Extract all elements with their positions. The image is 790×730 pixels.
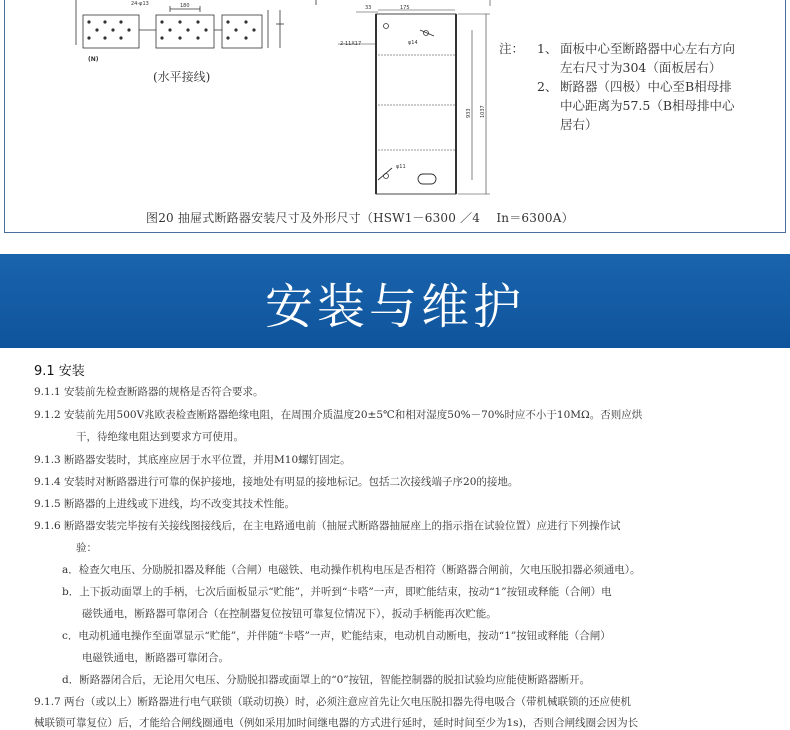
note-2-text-3: 居右） <box>560 117 598 132</box>
note-2-line-2 <box>499 96 789 115</box>
busbar-holes <box>87 20 255 39</box>
note-2-text-2: 中心距离为57.5（B相母排中心 <box>560 98 735 113</box>
para-9-1-5: 9.1.5 断路器的上进线或下进线，均不改变其技术性能。 <box>34 498 296 510</box>
outline-drawing <box>338 0 490 194</box>
dim-phi14: φ14 <box>408 40 418 46</box>
note-2-line-1 <box>499 77 789 96</box>
banner-title: 安装与维护 <box>264 279 525 335</box>
horizontal-wiring-label: (水平接线) <box>153 70 211 84</box>
note-1-line-2 <box>499 58 789 77</box>
para-9-1-7: 9.1.7 两台（或以上）断路器进行电气联锁（联动切换）时，必须注意应首先让欠电压脱扣器先得电吸合（带机械联锁的还应使机 <box>34 696 632 708</box>
note-2-text-1: 断路器（四极）中心至B相母排 <box>560 79 732 94</box>
note-1-number: 1、 <box>537 41 558 56</box>
dim-24phi13: 24-φ13 <box>131 1 149 7</box>
item-c: c．电动机通电操作至面罩显示“贮能”，并伴随“卡嗒”一声，贮能结束，电动机自动断电，按动“1”按钮或释能（合闸） <box>62 630 611 642</box>
para-9-1-3: 9.1.3 断路器安装时，其底座应居于水平位置，并用M10螺钉固定。 <box>34 454 351 466</box>
n-marker: (N) <box>88 56 99 63</box>
item-b: b．上下扳动面罩上的手柄，七次后面板显示“贮能”，并听到“卡嗒”一声，即贮能结束，按动“1”按钮或释能（合闸）电 <box>62 586 612 598</box>
para-9-1-2: 9.1.2 安装前先用500V兆欧表检查断路器绝缘电阻，在周围介质温度20±5℃和相对湿度50%－70%时应不小于10MΩ。否则应烘 <box>34 409 643 421</box>
item-b-cont: 磁铁通电，断路器可靠闭合（在控制器复位按钮可靠复位情况下），扳动手柄能再次贮能。 <box>82 608 497 620</box>
dim-1037: 1037 <box>480 105 486 118</box>
section-banner <box>0 254 790 348</box>
note-1-text-1: 面板中心至断路器中心左右方向 <box>560 41 736 56</box>
para-9-1-2-cont: 干，待绝缘电阻达到要求方可使用。 <box>76 431 244 443</box>
notes-label: 注： <box>499 41 525 56</box>
technical-drawing <box>0 0 790 236</box>
dim-2x11x17: 2-11X17 <box>340 41 362 47</box>
item-c-cont: 电磁铁通电，断路器可靠闭合。 <box>82 652 229 664</box>
busbar-drawing <box>76 0 316 48</box>
dim-phi11: φ11 <box>396 164 406 170</box>
note-2-number: 2、 <box>537 79 558 94</box>
outline-hole-top <box>384 24 389 29</box>
para-9-1-1: 9.1.1 安装前先检查断路器的规格是否符合要求。 <box>34 386 264 398</box>
para-9-1-7-cont: 械联锁可靠复位）后，才能给合闸线圈通电（例如采用加时间继电器的方式进行延时，延时时间至少为1s)，否则合闸线圈会因为长 <box>34 717 639 729</box>
item-d: d．断路器闭合后，无论用欠电压、分励脱扣器或面罩上的“0”按钮，智能控制器的脱扣试验均应能使断路器断开。 <box>62 674 591 686</box>
note-2-line-3 <box>499 115 789 134</box>
dim-180: 180 <box>180 3 190 9</box>
note-1-text-2: 左右尺寸为304（面板居右） <box>560 60 722 75</box>
item-a: a．检查欠电压、分励脱扣器及释能（合闸）电磁铁、电动操作机构电压是否相符（断路器合闸前，欠电压脱扣器必须通电）。 <box>62 564 641 576</box>
notes-block <box>499 39 789 134</box>
section-heading: 9.1 安装 <box>34 364 85 379</box>
para-9-1-6: 9.1.6 断路器安装完毕按有关接线图接线后，在主电路通电前（抽屉式断路器抽屉座上的指示指在试验位置）应进行下列操作试 <box>34 520 621 532</box>
dim-933: 933 <box>466 108 472 118</box>
para-9-1-6-cont: 验： <box>76 542 97 554</box>
para-9-1-4: 9.1.4 安装时对断路器进行可靠的保护接地，接地处有明显的接地标记。包括二次接线端子序20的接地。 <box>34 476 519 488</box>
dim-33: 33 <box>365 5 372 11</box>
dim-175: 175 <box>400 5 410 11</box>
outline-hole-bottom <box>384 174 389 179</box>
note-1-line-1 <box>499 39 789 58</box>
figure-caption: 图20 抽屉式断路器安装尺寸及外形尺寸（HSW1－6300 ／4 In＝6300A） <box>146 211 574 225</box>
